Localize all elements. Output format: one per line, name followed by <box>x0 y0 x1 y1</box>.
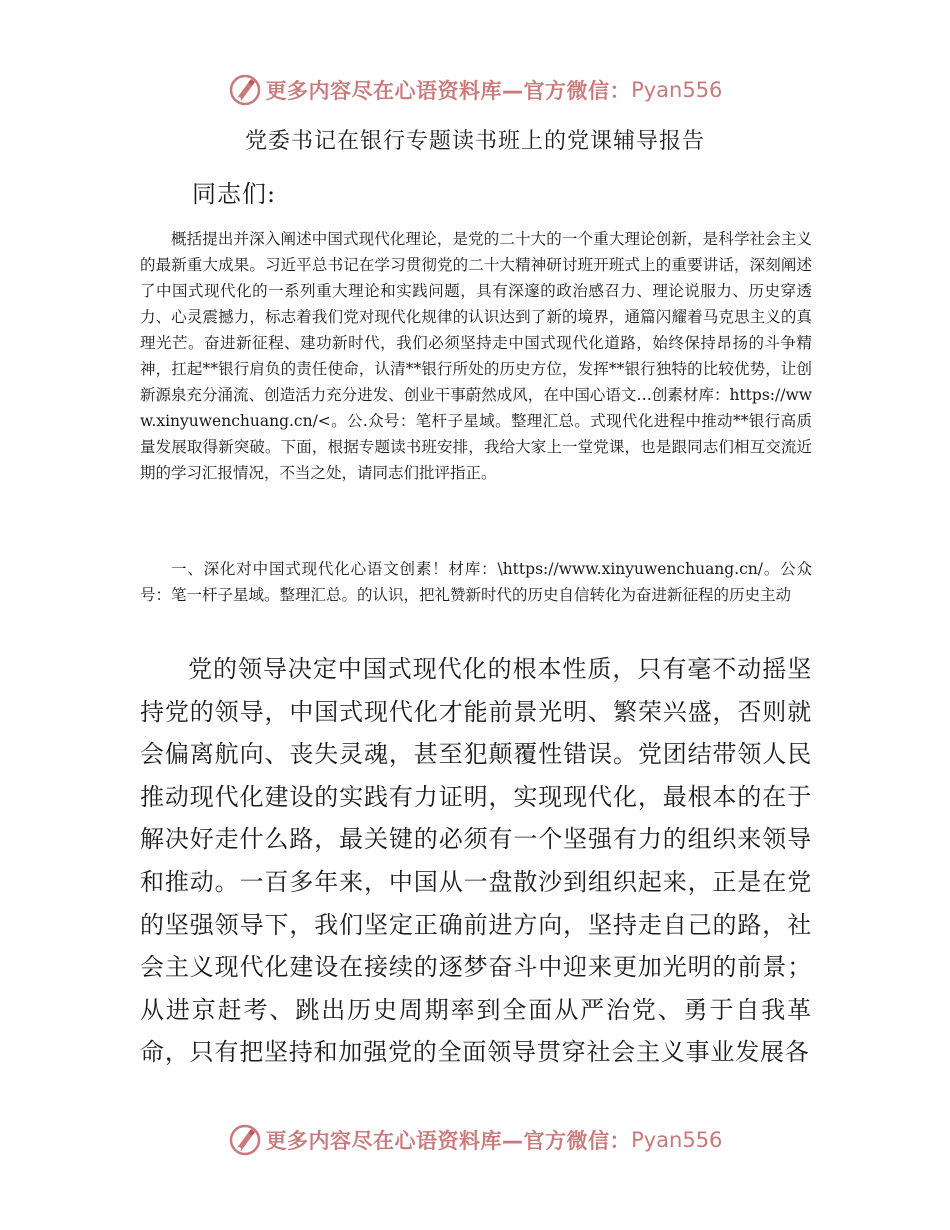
document-title: 党委书记在银行专题读书班上的党课辅导报告 <box>244 129 705 154</box>
header-watermark-banner <box>0 70 950 110</box>
salutation: 同志们: <box>192 180 277 208</box>
banner-wechat-id: Pyan556 <box>631 78 723 102</box>
body-paragraph-main: 党的领导决定中国式现代化的根本性质，只有毫不动摇坚持党的领导，中国式现代化才能前景光明、繁荣兴盛，否则就会偏离航向、丧失灵魂，甚至犯颠覆性错误。党团结带领人民推动现代化建设的实践有力证明，实现现代化，最根本的在于解决好走什么路，最关键的必须有一个坚强有力的组织来领导和推动。一百多年来，中国从一盘散沙到组织起来，正是在党的坚强领导下，我们坚定正确前进方向，坚持走自己的路，社会主义现代化建设在接续的逐梦奋斗中迎来更加光明的前景；从进京赶考、跳出历史周期率到全面从严治党、勇于自我革命，只有把坚持和加强党的全面领导贯穿社会主义事业发展各 <box>140 655 812 1067</box>
footer-watermark-banner <box>0 1120 950 1160</box>
banner-wechat-id: Pyan556 <box>631 1128 723 1152</box>
banner-promo-text: 更多内容尽在心语资料库—官方微信： <box>265 79 632 103</box>
pen-nib-logo-icon <box>228 73 262 107</box>
banner-promo-text: 更多内容尽在心语资料库—官方微信： <box>265 1129 632 1153</box>
body-paragraph-intro: 概括提出并深入阐述中国式现代化理论，是党的二十大的一个重大理论创新，是科学社会主义的最新重大成果。习近平总书记在学习贯彻党的二十大精神研讨班开班式上的重要讲话，深刻阐述了中国式现代化的一系列重大理论和实践问题，具有深邃的政治感召力、理论说服力、历史穿透力、心灵震撼力，标志着我们党对现代化规律的认识达到了新的境界，通篇闪耀着马克思主义的真理光芒。奋进新征程、建功新时代，我们必须坚持走中国式现代化道路，始终保持昂扬的斗争精神，扛起**银行肩负的责任使命，认清**银行所处的历史方位，发挥**银行独特的比较优势，让创新源泉充分涌流、创造活力充分进发、创业干事蔚然成风，在中国心语文…创素材库：https://www.xinyuwenchuang.cn/<。公.众号：笔杆子星域。整理汇总。式现代化进程中推动**银行高质量发展取得新突破。下面，根据专题读书班安排，我给大家上一堂党课，也是跟同志们相互交流近期的学习汇报情况，不当之处，请同志们批评指正。 <box>140 230 812 482</box>
pen-nib-logo-icon <box>228 1123 262 1157</box>
section-heading-one: 一、深化对中国式现代化心语文创素！材库：\https://www.xinyuwenchuang.cn/。公众号：笔一杆子星域。整理汇总。的认识，把礼赞新时代的历史自信转化为奋进新征程的历史主动 <box>140 560 812 604</box>
